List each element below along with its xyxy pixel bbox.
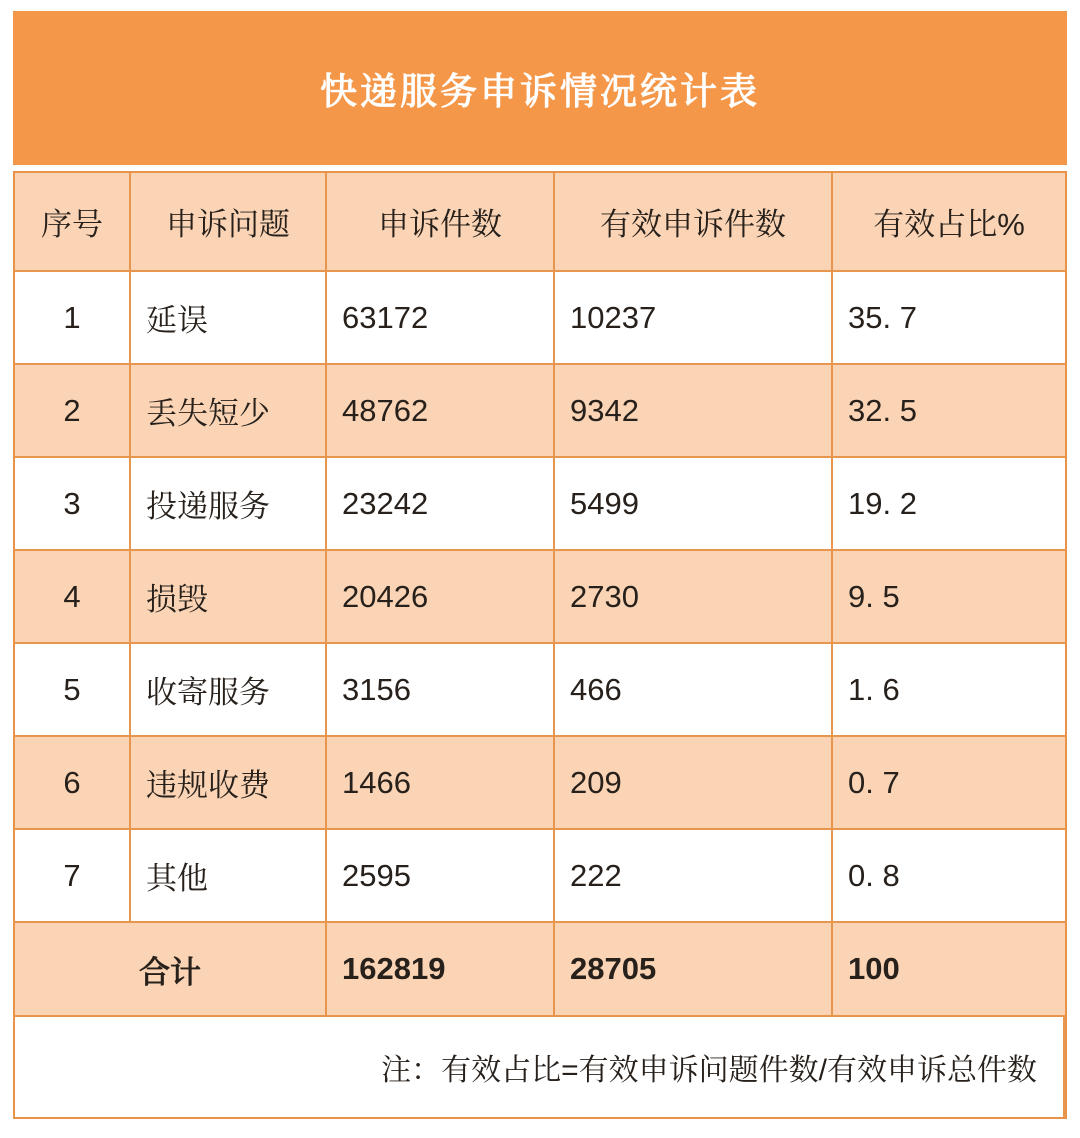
row-issue: 丢失短少 [131,365,327,458]
row-no: 7 [15,830,131,923]
row-issue: 收寄服务 [131,644,327,737]
row-count: 1466 [327,737,555,830]
row-valid: 209 [555,737,833,830]
row-no: 3 [15,458,131,551]
row-count: 23242 [327,458,555,551]
header-cell-pct: 有效占比% [833,173,1065,272]
row-no: 6 [15,737,131,830]
row-pct: 0. 7 [833,737,1065,830]
row-pct: 35. 7 [833,272,1065,365]
total-valid: 28705 [555,923,833,1017]
row-valid: 222 [555,830,833,923]
row-issue: 投递服务 [131,458,327,551]
row-issue: 延误 [131,272,327,365]
header-cell-no: 序号 [15,173,131,272]
row-count: 2595 [327,830,555,923]
total-count: 162819 [327,923,555,1017]
row-no: 1 [15,272,131,365]
row-pct: 1. 6 [833,644,1065,737]
header-cell-issue: 申诉问题 [131,173,327,272]
row-issue: 其他 [131,830,327,923]
row-no: 5 [15,644,131,737]
row-valid: 10237 [555,272,833,365]
total-pct: 100 [833,923,1065,1017]
row-no: 4 [15,551,131,644]
row-pct: 19. 2 [833,458,1065,551]
header-cell-count: 申诉件数 [327,173,555,272]
row-issue: 损毁 [131,551,327,644]
row-count: 63172 [327,272,555,365]
title-banner [13,11,1067,165]
row-no: 2 [15,365,131,458]
footnote: 注：有效占比=有效申诉问题件数/有效申诉总件数 [15,1017,1065,1117]
row-pct: 0. 8 [833,830,1065,923]
total-label: 合计 [15,923,327,1017]
complaints-table [13,171,1067,1119]
row-pct: 32. 5 [833,365,1065,458]
row-valid: 9342 [555,365,833,458]
header-cell-valid: 有效申诉件数 [555,173,833,272]
row-valid: 5499 [555,458,833,551]
page-title: 快递服务申诉情况统计表 [320,71,760,112]
row-count: 3156 [327,644,555,737]
row-valid: 466 [555,644,833,737]
row-valid: 2730 [555,551,833,644]
row-pct: 9. 5 [833,551,1065,644]
row-count: 48762 [327,365,555,458]
row-count: 20426 [327,551,555,644]
row-issue: 违规收费 [131,737,327,830]
